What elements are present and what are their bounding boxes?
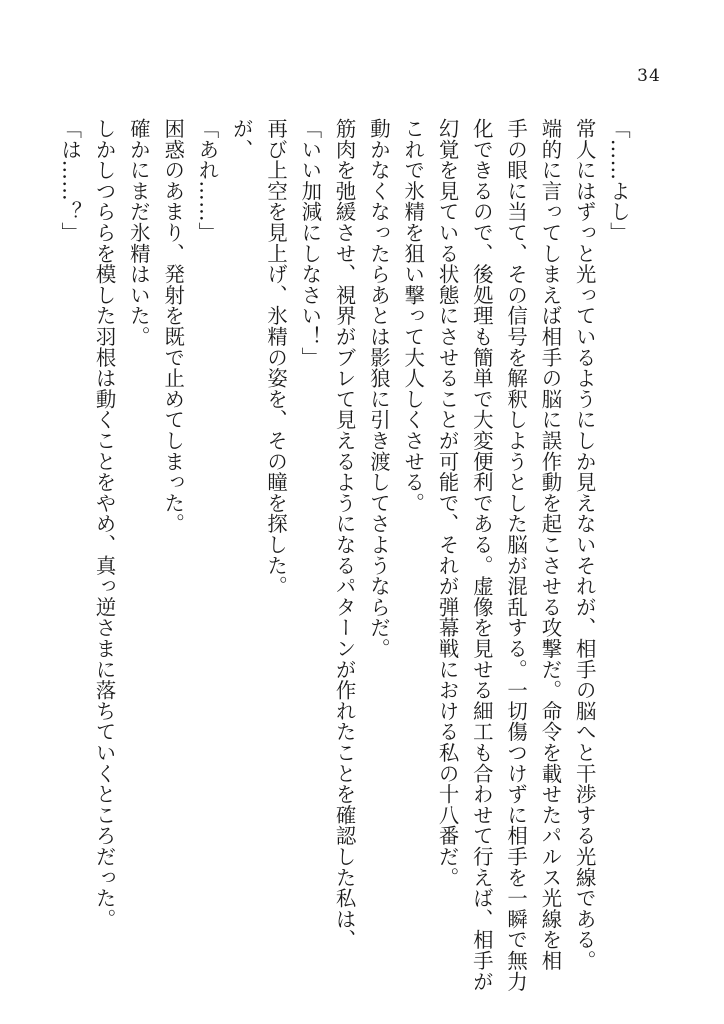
text-line-15: 確かにまだ氷精はいた。 — [126, 118, 151, 347]
text-line-7: これで氷精を狙い撃って大人しくさせる。 — [401, 118, 426, 514]
text-line-8: 動かなくなったらあとは影狼に引き渡してさようならだ。 — [366, 118, 391, 659]
page-number: 34 — [637, 66, 661, 86]
vertical-text-body — [53, 118, 636, 992]
text-line-3: 端的に言ってしまえば相手の脳に誤作動を起こさせる攻撃だ。命令を載せたパルス光線を相 — [538, 118, 563, 971]
text-line-17: 「は……？」 — [58, 118, 83, 243]
text-line-9: 筋肉を弛緩させ、視界がブレて見えるようになるパターンが作れたことを確認した私は、 — [332, 118, 357, 950]
text-line-6: 幻覚を見ている状態にさせることが可能で、それが弾幕戦における私の十八番だ。 — [435, 118, 460, 888]
text-line-16: しかしつららを模した羽根は動くことをやめ、真っ逆さまに落ちていくところだった。 — [92, 118, 117, 930]
text-line-13: 「あれ……」 — [195, 118, 220, 243]
text-line-11: 再び上空を見上げ、氷精の姿を、その瞳を探した。 — [264, 118, 289, 597]
text-line-14: 困惑のあまり、発射を既で止めてしまった。 — [161, 118, 186, 534]
text-line-1: 「……よし」 — [607, 118, 631, 243]
text-line-12: が、 — [229, 118, 254, 160]
text-line-4: 手の眼に当て、その信号を解釈しようとした脳が混乱する。一切傷つけずに相手を一瞬で無力 — [504, 118, 529, 992]
text-line-10: 「いい加減にしなさい！」 — [298, 118, 323, 368]
text-line-2: 常人にはずっと光っているようにしか見えないそれが、相手の脳へと干渉する光線である。 — [572, 118, 597, 971]
text-line-5: 化できるので、後処理も簡単で大変便利である。虚像を見せる細工も合わせて行えば、相手が — [469, 118, 494, 992]
